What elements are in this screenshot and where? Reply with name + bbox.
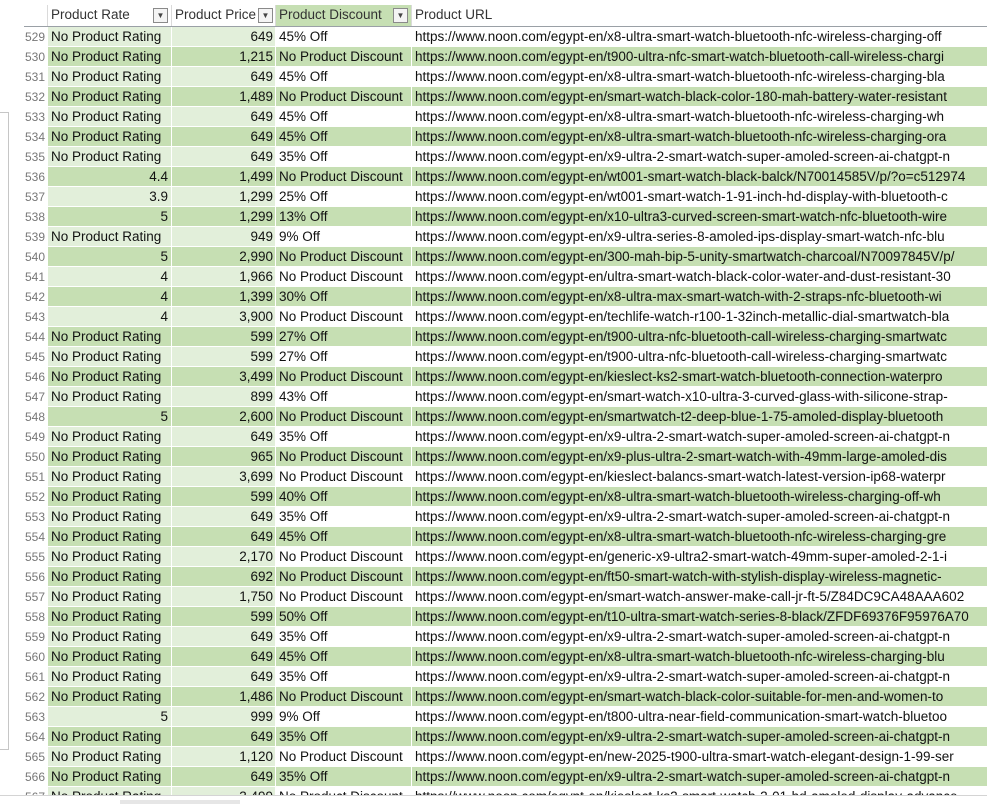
cell-product-url[interactable]: https://www.noon.com/egypt-en/x8-ultra-smart-watch-bluetooth-nfc-wireless-charging-ora <box>412 127 987 147</box>
cell-product-discount[interactable]: No Product Discount <box>276 547 412 567</box>
cell-product-rate[interactable]: No Product Rating <box>48 367 172 387</box>
cell-product-discount[interactable]: No Product Discount <box>276 87 412 107</box>
cell-product-rate[interactable]: No Product Rating <box>48 567 172 587</box>
cell-product-discount[interactable]: 45% Off <box>276 527 412 547</box>
table-row[interactable] <box>24 687 987 707</box>
cell-product-discount[interactable]: No Product Discount <box>276 567 412 587</box>
cell-product-url[interactable]: https://www.noon.com/egypt-en/x9-ultra-2-smart-watch-super-amoled-screen-ai-chatgpt-n <box>412 427 987 447</box>
table-row[interactable] <box>24 387 987 407</box>
table-row[interactable] <box>24 127 987 147</box>
table-row[interactable] <box>24 147 987 167</box>
cell-product-rate[interactable]: No Product Rating <box>48 487 172 507</box>
cell-product-url[interactable]: https://www.noon.com/egypt-en/x9-ultra-2-smart-watch-super-amoled-screen-ai-chatgpt-n <box>412 727 987 747</box>
table-row[interactable] <box>24 287 987 307</box>
table-row[interactable] <box>24 567 987 587</box>
cell-product-discount[interactable]: 45% Off <box>276 67 412 87</box>
cell-product-discount[interactable]: 35% Off <box>276 427 412 447</box>
cell-product-discount[interactable]: 27% Off <box>276 327 412 347</box>
cell-product-url[interactable]: https://www.noon.com/egypt-en/smart-watch-x10-ultra-3-curved-glass-with-silicone-strap- <box>412 387 987 407</box>
cell-product-url[interactable]: https://www.noon.com/egypt-en/x8-ultra-smart-watch-bluetooth-nfc-wireless-charging-gre <box>412 527 987 547</box>
cell-product-rate[interactable]: 5 <box>48 407 172 427</box>
cell-product-rate[interactable]: No Product Rating <box>48 387 172 407</box>
cell-product-url[interactable]: https://www.noon.com/egypt-en/x9-plus-ultra-2-smart-watch-with-49mm-large-amoled-dis <box>412 447 987 467</box>
cell-product-discount[interactable]: No Product Discount <box>276 447 412 467</box>
cell-product-price[interactable]: 1,489 <box>172 87 276 107</box>
cell-product-price[interactable]: 2,990 <box>172 247 276 267</box>
cell-product-price[interactable]: 1,215 <box>172 47 276 67</box>
row-number[interactable]: 543 <box>24 307 48 327</box>
row-number[interactable]: 531 <box>24 67 48 87</box>
cell-product-url[interactable]: https://www.noon.com/egypt-en/smart-watch-black-color-suitable-for-men-and-women-to <box>412 687 987 707</box>
cell-product-discount[interactable]: No Product Discount <box>276 587 412 607</box>
cell-product-rate[interactable]: No Product Rating <box>48 227 172 247</box>
cell-product-discount[interactable]: 40% Off <box>276 487 412 507</box>
cell-product-discount[interactable]: No Product Discount <box>276 267 412 287</box>
row-number[interactable]: 558 <box>24 607 48 627</box>
row-number[interactable]: 538 <box>24 207 48 227</box>
table-row[interactable] <box>24 447 987 467</box>
row-number[interactable]: 536 <box>24 167 48 187</box>
column-header-product-rate[interactable] <box>48 5 172 26</box>
cell-product-discount[interactable]: 25% Off <box>276 187 412 207</box>
cell-product-rate[interactable]: 4 <box>48 287 172 307</box>
cell-product-price[interactable]: 3,699 <box>172 467 276 487</box>
cell-product-rate[interactable]: No Product Rating <box>48 467 172 487</box>
cell-product-url[interactable]: https://www.noon.com/egypt-en/ft50-smart-watch-with-stylish-display-wireless-magnetic- <box>412 567 987 587</box>
cell-product-price[interactable]: 899 <box>172 387 276 407</box>
cell-product-rate[interactable]: No Product Rating <box>48 527 172 547</box>
cell-product-price[interactable]: 1,486 <box>172 687 276 707</box>
cell-product-url[interactable]: https://www.noon.com/egypt-en/x8-ultra-smart-watch-bluetooth-wireless-charging-off-wh <box>412 487 987 507</box>
cell-product-url[interactable]: https://www.noon.com/egypt-en/x9-ultra-series-8-amoled-ips-display-smart-watch-nfc-blu <box>412 227 987 247</box>
cell-product-rate[interactable]: 5 <box>48 247 172 267</box>
cell-product-url[interactable]: https://www.noon.com/egypt-en/smart-watch-answer-make-call-jr-ft-5/Z84DC9CA48AAA602 <box>412 587 987 607</box>
cell-product-price[interactable]: 599 <box>172 327 276 347</box>
column-header-product-url[interactable] <box>412 5 987 26</box>
cell-product-url[interactable]: https://www.noon.com/egypt-en/x9-ultra-2-smart-watch-super-amoled-screen-ai-chatgpt-n <box>412 627 987 647</box>
table-row[interactable] <box>24 47 987 67</box>
table-row[interactable] <box>24 487 987 507</box>
cell-product-url[interactable]: https://www.noon.com/egypt-en/ultra-smart-watch-black-color-water-and-dust-resistant-30 <box>412 267 987 287</box>
cell-product-url[interactable]: https://www.noon.com/egypt-en/x9-ultra-2-smart-watch-super-amoled-screen-ai-chatgpt-n <box>412 767 987 787</box>
cell-product-discount[interactable]: 13% Off <box>276 207 412 227</box>
row-number[interactable]: 561 <box>24 667 48 687</box>
cell-product-url[interactable]: https://www.noon.com/egypt-en/t900-ultra-nfc-bluetooth-call-wireless-charging-smartwatc <box>412 327 987 347</box>
cell-product-rate[interactable]: No Product Rating <box>48 347 172 367</box>
cell-product-url[interactable]: https://www.noon.com/egypt-en/x10-ultra3-curved-screen-smart-watch-nfc-bluetooth-wire <box>412 207 987 227</box>
cell-product-url[interactable]: https://www.noon.com/egypt-en/new-2025-t900-ultra-smart-watch-elegant-design-1-99-ser <box>412 747 987 767</box>
table-row[interactable] <box>24 187 987 207</box>
cell-product-rate[interactable]: No Product Rating <box>48 547 172 567</box>
column-header-label: Product URL <box>415 7 493 22</box>
cell-product-rate[interactable]: 4.4 <box>48 167 172 187</box>
spreadsheet-grid[interactable] <box>24 5 987 804</box>
cell-product-discount[interactable]: 43% Off <box>276 387 412 407</box>
cell-product-url[interactable]: https://www.noon.com/egypt-en/x8-ultra-smart-watch-bluetooth-nfc-wireless-charging-blu <box>412 647 987 667</box>
cell-product-discount[interactable]: No Product Discount <box>276 47 412 67</box>
left-panel-edge <box>0 0 24 804</box>
cell-product-discount[interactable]: 35% Off <box>276 667 412 687</box>
column-header-label: Product Price <box>175 7 257 22</box>
cell-product-price[interactable]: 649 <box>172 727 276 747</box>
row-number-header <box>24 5 48 26</box>
cell-product-url[interactable]: https://www.noon.com/egypt-en/t900-ultra-nfc-smart-watch-bluetooth-call-wireless-chargi <box>412 47 987 67</box>
row-number[interactable]: 537 <box>24 187 48 207</box>
cell-product-discount[interactable]: 35% Off <box>276 727 412 747</box>
cell-product-discount[interactable]: 27% Off <box>276 347 412 367</box>
row-number[interactable]: 566 <box>24 767 48 787</box>
cell-product-rate[interactable]: 4 <box>48 267 172 287</box>
table-row[interactable] <box>24 707 987 727</box>
cell-product-discount[interactable]: No Product Discount <box>276 747 412 767</box>
cell-product-url[interactable]: https://www.noon.com/egypt-en/t900-ultra-nfc-bluetooth-call-wireless-charging-smartwatc <box>412 347 987 367</box>
row-number[interactable]: 541 <box>24 267 48 287</box>
cell-product-rate[interactable]: No Product Rating <box>48 727 172 747</box>
cell-product-price[interactable]: 3,499 <box>172 367 276 387</box>
filter-dropdown-icon[interactable]: ▼ <box>153 8 168 23</box>
cell-product-discount[interactable]: 45% Off <box>276 647 412 667</box>
cell-product-url[interactable]: https://www.noon.com/egypt-en/x8-ultra-max-smart-watch-with-2-straps-nfc-bluetooth-wi <box>412 287 987 307</box>
row-number[interactable]: 548 <box>24 407 48 427</box>
table-row[interactable] <box>24 347 987 367</box>
cell-product-discount[interactable]: No Product Discount <box>276 307 412 327</box>
cell-product-price[interactable]: 2,170 <box>172 547 276 567</box>
cell-product-price[interactable]: 2,600 <box>172 407 276 427</box>
cell-product-discount[interactable]: 9% Off <box>276 227 412 247</box>
table-row[interactable] <box>24 667 987 687</box>
cell-product-url[interactable]: https://www.noon.com/egypt-en/t800-ultra-near-field-communication-smart-watch-bluetoo <box>412 707 987 727</box>
table-row[interactable] <box>24 427 987 447</box>
column-header-product-price[interactable] <box>172 5 276 26</box>
row-number[interactable]: 547 <box>24 387 48 407</box>
row-number[interactable]: 557 <box>24 587 48 607</box>
table-row[interactable] <box>24 527 987 547</box>
cell-product-price[interactable]: 649 <box>172 27 276 47</box>
row-number[interactable]: 540 <box>24 247 48 267</box>
cell-product-rate[interactable]: 3.9 <box>48 187 172 207</box>
cell-product-discount[interactable]: 35% Off <box>276 767 412 787</box>
table-row[interactable] <box>24 767 987 787</box>
cell-product-rate[interactable]: No Product Rating <box>48 87 172 107</box>
cell-product-rate[interactable]: 4 <box>48 307 172 327</box>
horizontal-scrollbar[interactable] <box>0 795 987 804</box>
cell-product-rate[interactable]: No Product Rating <box>48 67 172 87</box>
cell-product-discount[interactable]: No Product Discount <box>276 407 412 427</box>
cell-product-rate[interactable]: No Product Rating <box>48 587 172 607</box>
cell-product-url[interactable]: https://www.noon.com/egypt-en/wt001-smart-watch-1-91-inch-hd-display-with-bluetooth-c <box>412 187 987 207</box>
column-header-product-discount[interactable] <box>276 5 412 26</box>
cell-product-rate[interactable]: No Product Rating <box>48 47 172 67</box>
table-row[interactable] <box>24 507 987 527</box>
filter-dropdown-icon[interactable]: ▼ <box>258 8 273 23</box>
cell-product-rate[interactable]: No Product Rating <box>48 27 172 47</box>
row-number[interactable]: 530 <box>24 47 48 67</box>
table-body <box>24 27 987 804</box>
cell-product-rate[interactable]: No Product Rating <box>48 147 172 167</box>
cell-product-discount[interactable]: 30% Off <box>276 287 412 307</box>
cell-product-price[interactable]: 1,499 <box>172 167 276 187</box>
cell-product-url[interactable]: https://www.noon.com/egypt-en/kieslect-ks2-smart-watch-bluetooth-connection-waterpro <box>412 367 987 387</box>
row-number[interactable]: 552 <box>24 487 48 507</box>
row-number[interactable]: 546 <box>24 367 48 387</box>
cell-product-rate[interactable]: No Product Rating <box>48 747 172 767</box>
cell-product-url[interactable]: https://www.noon.com/egypt-en/generic-x9-ultra2-smart-watch-49mm-super-amoled-2-1-i <box>412 547 987 567</box>
row-number[interactable]: 529 <box>24 27 48 47</box>
table-row[interactable] <box>24 467 987 487</box>
cell-product-discount[interactable]: No Product Discount <box>276 247 412 267</box>
cell-product-url[interactable]: https://www.noon.com/egypt-en/techlife-watch-r100-1-32inch-metallic-dial-smartwatch-bla <box>412 307 987 327</box>
cell-product-rate[interactable]: No Product Rating <box>48 667 172 687</box>
cell-product-price[interactable]: 599 <box>172 347 276 367</box>
cell-product-price[interactable]: 649 <box>172 627 276 647</box>
row-number[interactable]: 544 <box>24 327 48 347</box>
filter-dropdown-icon[interactable]: ▼ <box>393 8 408 23</box>
cell-product-price[interactable]: 599 <box>172 607 276 627</box>
table-row[interactable] <box>24 87 987 107</box>
row-number[interactable]: 564 <box>24 727 48 747</box>
table-row[interactable] <box>24 627 987 647</box>
cell-product-rate[interactable]: No Product Rating <box>48 127 172 147</box>
row-number[interactable]: 554 <box>24 527 48 547</box>
row-number[interactable]: 556 <box>24 567 48 587</box>
table-row[interactable] <box>24 587 987 607</box>
row-number[interactable]: 550 <box>24 447 48 467</box>
cell-product-discount[interactable]: 45% Off <box>276 127 412 147</box>
cell-product-price[interactable]: 649 <box>172 667 276 687</box>
cell-product-price[interactable]: 649 <box>172 67 276 87</box>
row-number[interactable]: 534 <box>24 127 48 147</box>
table-row[interactable] <box>24 107 987 127</box>
cell-product-url[interactable]: https://www.noon.com/egypt-en/kieslect-balancs-smart-watch-latest-version-ip68-waterpr <box>412 467 987 487</box>
cell-product-price[interactable]: 965 <box>172 447 276 467</box>
cell-product-price[interactable]: 649 <box>172 107 276 127</box>
cell-product-url[interactable]: https://www.noon.com/egypt-en/t10-ultra-smart-watch-series-8-black/ZFDF69376F95976A70 <box>412 607 987 627</box>
cell-product-price[interactable]: 3,900 <box>172 307 276 327</box>
row-number[interactable]: 535 <box>24 147 48 167</box>
cell-product-discount[interactable]: No Product Discount <box>276 167 412 187</box>
cell-product-price[interactable]: 1,750 <box>172 587 276 607</box>
row-number[interactable]: 542 <box>24 287 48 307</box>
cell-product-discount[interactable]: No Product Discount <box>276 467 412 487</box>
cell-product-rate[interactable]: No Product Rating <box>48 627 172 647</box>
row-number[interactable]: 533 <box>24 107 48 127</box>
cell-product-discount[interactable]: 45% Off <box>276 27 412 47</box>
table-row[interactable] <box>24 227 987 247</box>
cell-product-discount[interactable]: No Product Discount <box>276 367 412 387</box>
cell-product-url[interactable]: https://www.noon.com/egypt-en/smartwatch-t2-deep-blue-1-75-amoled-display-bluetooth <box>412 407 987 427</box>
cell-product-rate[interactable]: No Product Rating <box>48 327 172 347</box>
row-number[interactable]: 560 <box>24 647 48 667</box>
cell-product-price[interactable]: 949 <box>172 227 276 247</box>
cell-product-price[interactable]: 649 <box>172 427 276 447</box>
cell-product-price[interactable]: 649 <box>172 127 276 147</box>
cell-product-price[interactable]: 1,120 <box>172 747 276 767</box>
cell-product-discount[interactable]: 35% Off <box>276 507 412 527</box>
cell-product-price[interactable]: 599 <box>172 487 276 507</box>
cell-product-price[interactable]: 649 <box>172 527 276 547</box>
cell-product-url[interactable]: https://www.noon.com/egypt-en/x9-ultra-2-smart-watch-super-amoled-screen-ai-chatgpt-n <box>412 667 987 687</box>
cell-product-price[interactable]: 649 <box>172 507 276 527</box>
table-row[interactable] <box>24 207 987 227</box>
cell-product-url[interactable]: https://www.noon.com/egypt-en/smart-watch-black-color-180-mah-battery-water-resistant <box>412 87 987 107</box>
row-number[interactable]: 551 <box>24 467 48 487</box>
table-row[interactable] <box>24 27 987 47</box>
cell-product-discount[interactable]: 45% Off <box>276 107 412 127</box>
cell-product-rate[interactable]: No Product Rating <box>48 687 172 707</box>
cell-product-rate[interactable]: No Product Rating <box>48 447 172 467</box>
table-row[interactable] <box>24 167 987 187</box>
table-row[interactable] <box>24 247 987 267</box>
row-number[interactable]: 563 <box>24 707 48 727</box>
row-number[interactable]: 539 <box>24 227 48 247</box>
cell-product-price[interactable]: 649 <box>172 147 276 167</box>
table-row[interactable] <box>24 547 987 567</box>
table-row[interactable] <box>24 747 987 767</box>
row-number[interactable]: 559 <box>24 627 48 647</box>
table-header-row <box>24 5 987 27</box>
cell-product-url[interactable]: https://www.noon.com/egypt-en/x8-ultra-smart-watch-bluetooth-nfc-wireless-charging-wh <box>412 107 987 127</box>
row-number[interactable]: 553 <box>24 507 48 527</box>
cell-product-price[interactable]: 692 <box>172 567 276 587</box>
row-number[interactable]: 545 <box>24 347 48 367</box>
cell-product-price[interactable]: 1,399 <box>172 287 276 307</box>
cell-product-url[interactable]: https://www.noon.com/egypt-en/x8-ultra-smart-watch-bluetooth-nfc-wireless-charging-bla <box>412 67 987 87</box>
cell-product-price[interactable]: 649 <box>172 647 276 667</box>
column-header-label: Product Rate <box>51 7 130 22</box>
row-number[interactable]: 532 <box>24 87 48 107</box>
cell-product-url[interactable]: https://www.noon.com/egypt-en/wt001-smart-watch-black-balck/N70014585V/p/?o=c512974 <box>412 167 987 187</box>
cell-product-rate[interactable]: No Product Rating <box>48 767 172 787</box>
table-row[interactable] <box>24 727 987 747</box>
column-header-label: Product Discount <box>279 7 382 22</box>
table-row[interactable] <box>24 407 987 427</box>
cell-product-discount[interactable]: 35% Off <box>276 627 412 647</box>
table-row[interactable] <box>24 327 987 347</box>
side-panel-frame <box>0 112 9 750</box>
table-row[interactable] <box>24 67 987 87</box>
scrollbar-thumb[interactable] <box>120 800 240 804</box>
cell-product-discount[interactable]: 35% Off <box>276 147 412 167</box>
cell-product-rate[interactable]: No Product Rating <box>48 607 172 627</box>
cell-product-price[interactable]: 1,966 <box>172 267 276 287</box>
row-number[interactable]: 549 <box>24 427 48 447</box>
cell-product-rate[interactable]: 5 <box>48 207 172 227</box>
cell-product-rate[interactable]: No Product Rating <box>48 507 172 527</box>
cell-product-discount[interactable]: 9% Off <box>276 707 412 727</box>
cell-product-rate[interactable]: No Product Rating <box>48 647 172 667</box>
table-row[interactable] <box>24 607 987 627</box>
row-number[interactable]: 555 <box>24 547 48 567</box>
cell-product-discount[interactable]: 50% Off <box>276 607 412 627</box>
cell-product-url[interactable]: https://www.noon.com/egypt-en/300-mah-bip-5-unity-smartwatch-charcoal/N70097845V/p/ <box>412 247 987 267</box>
cell-product-url[interactable]: https://www.noon.com/egypt-en/x9-ultra-2-smart-watch-super-amoled-screen-ai-chatgpt-n <box>412 147 987 167</box>
cell-product-rate[interactable]: 5 <box>48 707 172 727</box>
table-row[interactable] <box>24 367 987 387</box>
row-number[interactable]: 562 <box>24 687 48 707</box>
cell-product-price[interactable]: 1,299 <box>172 187 276 207</box>
cell-product-price[interactable]: 649 <box>172 767 276 787</box>
cell-product-price[interactable]: 1,299 <box>172 207 276 227</box>
cell-product-rate[interactable]: No Product Rating <box>48 107 172 127</box>
cell-product-price[interactable]: 999 <box>172 707 276 727</box>
table-row[interactable] <box>24 647 987 667</box>
cell-product-discount[interactable]: No Product Discount <box>276 687 412 707</box>
cell-product-rate[interactable]: No Product Rating <box>48 427 172 447</box>
cell-product-url[interactable]: https://www.noon.com/egypt-en/x9-ultra-2-smart-watch-super-amoled-screen-ai-chatgpt-n <box>412 507 987 527</box>
table-row[interactable] <box>24 267 987 287</box>
cell-product-url[interactable]: https://www.noon.com/egypt-en/x8-ultra-smart-watch-bluetooth-nfc-wireless-charging-off <box>412 27 987 47</box>
row-number[interactable]: 565 <box>24 747 48 767</box>
table-row[interactable] <box>24 307 987 327</box>
